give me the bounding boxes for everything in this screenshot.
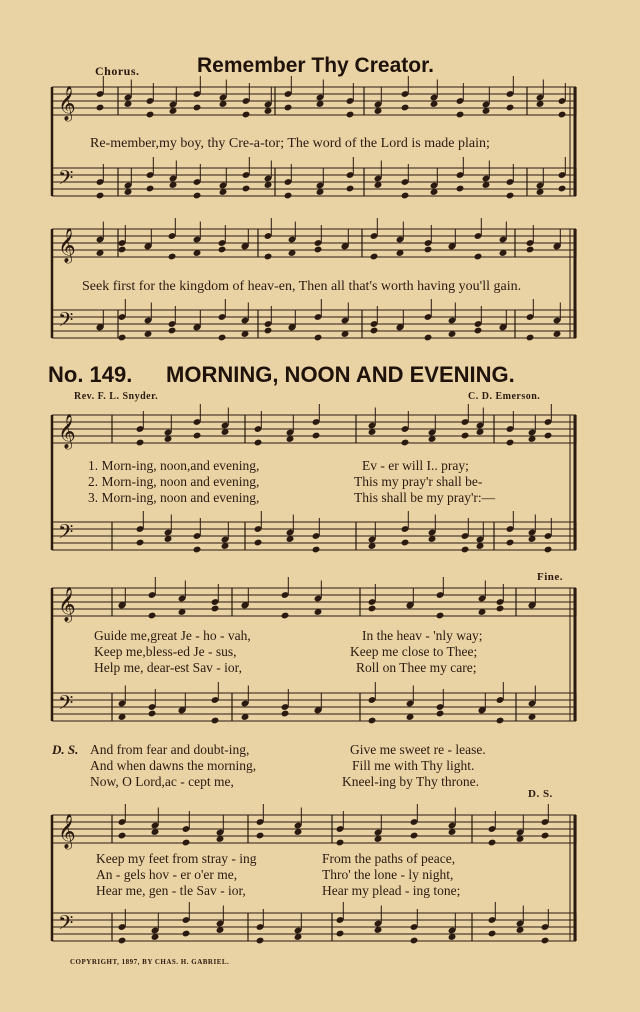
hymn-sys2-bass-note — [436, 710, 445, 718]
chorus-sys2-treble-note — [168, 253, 177, 261]
v3-line3-right: Kneel-ing by Thy throne. — [342, 774, 479, 789]
chorus-sys2-bass-note — [118, 334, 127, 342]
hymn-sys1-treble-note — [544, 432, 553, 440]
hymn-sys1-bass-note — [254, 539, 263, 547]
v2-line3-right: Roll on Thee my care; — [356, 660, 477, 675]
chorus-sys1-treble-note — [506, 104, 515, 112]
ds-label: D. S. — [52, 742, 79, 757]
hymn-sys3-bass-note — [256, 937, 265, 945]
v1-line2-left: 2. Morn-ing, noon and evening, — [88, 474, 260, 489]
chorus-sys1-bass-note — [401, 192, 410, 200]
chorus-sys2-bass-note — [168, 327, 177, 335]
v4-line2-right: Thro' the lone - ly night, — [322, 867, 454, 882]
chorus-sys1-bass-note — [558, 185, 567, 193]
hymn-sys3-bass-note — [541, 937, 550, 945]
hymn-sys3-treble-clef: 𝄞 — [58, 814, 76, 849]
chorus-sys1-treble-note — [96, 104, 105, 112]
hymn-sys1-treble-clef: 𝄞 — [58, 414, 76, 449]
hymn-sys2-treble-note — [148, 612, 157, 620]
chorus-sys2-treble-note — [424, 246, 433, 254]
hymn-sys3-treble-note — [336, 839, 345, 847]
v3-line2-right: Fill me with Thy light. — [352, 758, 475, 773]
chorus-sys1-bass-note — [346, 185, 355, 193]
hymn-sys1-treble-note — [506, 439, 515, 447]
copyright-notice: COPYRIGHT, 1897, BY CHAS. H. GABRIEL. — [70, 958, 230, 966]
chorus-sys2-bass-note — [218, 334, 227, 342]
v3-line1-left: And from fear and doubt-ing, — [90, 742, 250, 757]
hymn-sys2-treble-note — [281, 612, 290, 620]
v2-line2-left: Keep me,bless-ed Je - sus, — [94, 644, 237, 659]
hymn-sys1-bass-note — [506, 539, 515, 547]
v4-line2-left: An - gels hov - er o'er me, — [96, 867, 238, 882]
chorus-sys2-bass-note — [526, 334, 535, 342]
chorus-sys2-bass-note — [264, 327, 273, 335]
verse-block-1 — [88, 458, 608, 510]
fine-mark: Fine. — [537, 571, 564, 583]
chorus-label: Chorus. — [95, 64, 140, 78]
hymn-sys2-treble-clef: 𝄞 — [58, 587, 76, 622]
hymn-sys3-bass-note — [118, 937, 127, 945]
hymn-sys3-treble-note — [182, 839, 191, 847]
chorus-sys2-treble-clef: 𝄞 — [58, 228, 76, 263]
hymn-sys3-treble-note — [118, 832, 127, 840]
hymn-sys3-treble-note — [410, 832, 419, 840]
chorus-sys2-bass-note — [370, 327, 379, 335]
hymn-sys3-bass-note — [410, 937, 419, 945]
lyric-line-2: Seek first for the kingdom of heav-en, Then all that's worth having you'll gain. — [82, 279, 522, 294]
v2-line1-left: Guide me,great Je - ho - vah, — [94, 628, 251, 643]
hymn-sys2-bass-note — [368, 717, 377, 725]
v4-line3-right: Hear my plead - ing tone; — [322, 883, 461, 898]
v4-line1-left: Keep my feet from stray - ing — [96, 851, 257, 866]
chorus-sys2-bass-note — [424, 334, 433, 342]
hymn-sys1-bass-note — [401, 539, 410, 547]
chorus-sys1-treble-note — [346, 111, 355, 119]
hymn-sys1-bass-note — [193, 546, 202, 554]
verse-block-2 — [94, 628, 614, 680]
hymn-sys2-treble-note — [436, 612, 445, 620]
v4-line1-right: From the paths of peace, — [322, 851, 456, 866]
v3-line3-left: Now, O Lord,ac - cept me, — [90, 774, 234, 789]
ds-end-mark: D. S. — [528, 788, 553, 800]
hymn-sys1-bass-note — [544, 546, 553, 554]
song-title-remember: Remember Thy Creator. — [197, 54, 434, 77]
hymn-sys1-bass-note — [136, 539, 145, 547]
chorus-sys1-treble-note — [456, 111, 465, 119]
hymn-sys1-bass-note — [312, 546, 321, 554]
hymn-sys2-bass-clef: 𝄢 — [58, 691, 74, 719]
hymn-title: MORNING, NOON AND EVENING. — [166, 362, 515, 387]
v4-line3-left: Hear me, gen - tle Sav - ior, — [96, 883, 246, 898]
hymn-sys3-bass-clef: 𝄢 — [58, 911, 74, 939]
chorus-sys1-bass-note — [242, 185, 251, 193]
chorus-sys1-bass-note — [456, 185, 465, 193]
v3-line1-right: Give me sweet re - lease. — [350, 742, 486, 757]
chorus-sys1-bass-clef: 𝄢 — [58, 166, 74, 194]
hymn-sys1-bass-clef: 𝄢 — [58, 520, 74, 548]
chorus-sys1-treble-note — [193, 104, 202, 112]
hymn-sys3-bass-note — [336, 930, 345, 938]
chorus-sys1-treble-note — [146, 111, 155, 119]
hymn-sys2-treble-note — [496, 605, 505, 613]
chorus-sys2-treble-note — [526, 246, 535, 254]
hymn-sys3-treble-note — [256, 832, 265, 840]
v3-line2-left: And when dawns the morning, — [90, 758, 257, 773]
chorus-sys1-bass-note — [146, 185, 155, 193]
hymn-sys2-bass-note — [211, 717, 220, 725]
hymn-sys3-treble-note — [488, 839, 497, 847]
hymn-sys2-treble-note — [368, 605, 377, 613]
composer-credit: C. D. Emerson. — [468, 391, 541, 402]
hymn-number: No. 149. — [48, 362, 133, 387]
chorus-sys1-treble-note — [242, 111, 251, 119]
chorus-sys1-bass-note — [96, 192, 105, 200]
verse-block-4 — [96, 851, 616, 903]
hymn-sys1-treble-note — [401, 439, 410, 447]
chorus-sys2-treble-note — [370, 253, 379, 261]
chorus-sys2-treble-note — [474, 253, 483, 261]
lyric-line-1: Re-member,my boy, thy Cre-a-tor; The word of the Lord is made plain; — [90, 136, 490, 151]
hymn-sys2-bass-note — [496, 717, 505, 725]
hymn-sys1-treble-note — [254, 439, 263, 447]
chorus-sys2-bass-note — [314, 334, 323, 342]
chorus-sys1-bass-note — [193, 192, 202, 200]
chorus-sys1-bass-note — [284, 192, 293, 200]
hymn-sys2-bass-note — [148, 710, 157, 718]
hymn-sys1-treble-note — [136, 439, 145, 447]
hymn-sys3-bass-note — [488, 930, 497, 938]
chorus-sys1-treble-note — [558, 111, 567, 119]
hymn-sys3-bass-note — [182, 930, 191, 938]
hymn-sys2-treble-note — [211, 605, 220, 613]
chorus-sys2-treble-note — [264, 253, 273, 261]
chorus-sys1-treble-note — [401, 104, 410, 112]
v2-line1-right: In the heav - 'nly way; — [362, 628, 483, 643]
chorus-sys1-bass-note — [506, 192, 515, 200]
hymn-sys1-bass-note — [461, 546, 470, 554]
v2-line2-right: Keep me close to Thee; — [350, 644, 478, 659]
chorus-sys1-treble-note — [284, 104, 293, 112]
hymn-sys3-treble-note — [541, 832, 550, 840]
v1-line3-left: 3. Morn-ing, noon and evening, — [88, 490, 260, 505]
chorus-sys2-treble-note — [314, 246, 323, 254]
chorus-sys1-treble-clef: 𝄞 — [58, 86, 76, 121]
chorus-sys2-treble-note — [218, 246, 227, 254]
chorus-sys2-bass-clef: 𝄢 — [58, 308, 74, 336]
v1-line1-right: Ev - er will I.. pray; — [362, 458, 469, 473]
v1-line1-left: 1. Morn-ing, noon,and evening, — [88, 458, 260, 473]
hymn-sys2-bass-note — [281, 710, 290, 718]
v2-line3-left: Help me, dear-est Sav - ior, — [94, 660, 243, 675]
hymn-sys1-treble-note — [312, 432, 321, 440]
chorus-sys2-bass-note — [474, 327, 483, 335]
v1-line3-right: This shall be my pray'r:— — [354, 490, 496, 505]
v1-line2-right: This my pray'r shall be- — [354, 474, 483, 489]
hymn-sys1-treble-note — [461, 432, 470, 440]
chorus-sys2-treble-note — [118, 246, 127, 254]
author-credit: Rev. F. L. Snyder. — [74, 391, 159, 402]
verse-block-3 — [90, 742, 610, 794]
hymn-sys1-treble-note — [193, 432, 202, 440]
